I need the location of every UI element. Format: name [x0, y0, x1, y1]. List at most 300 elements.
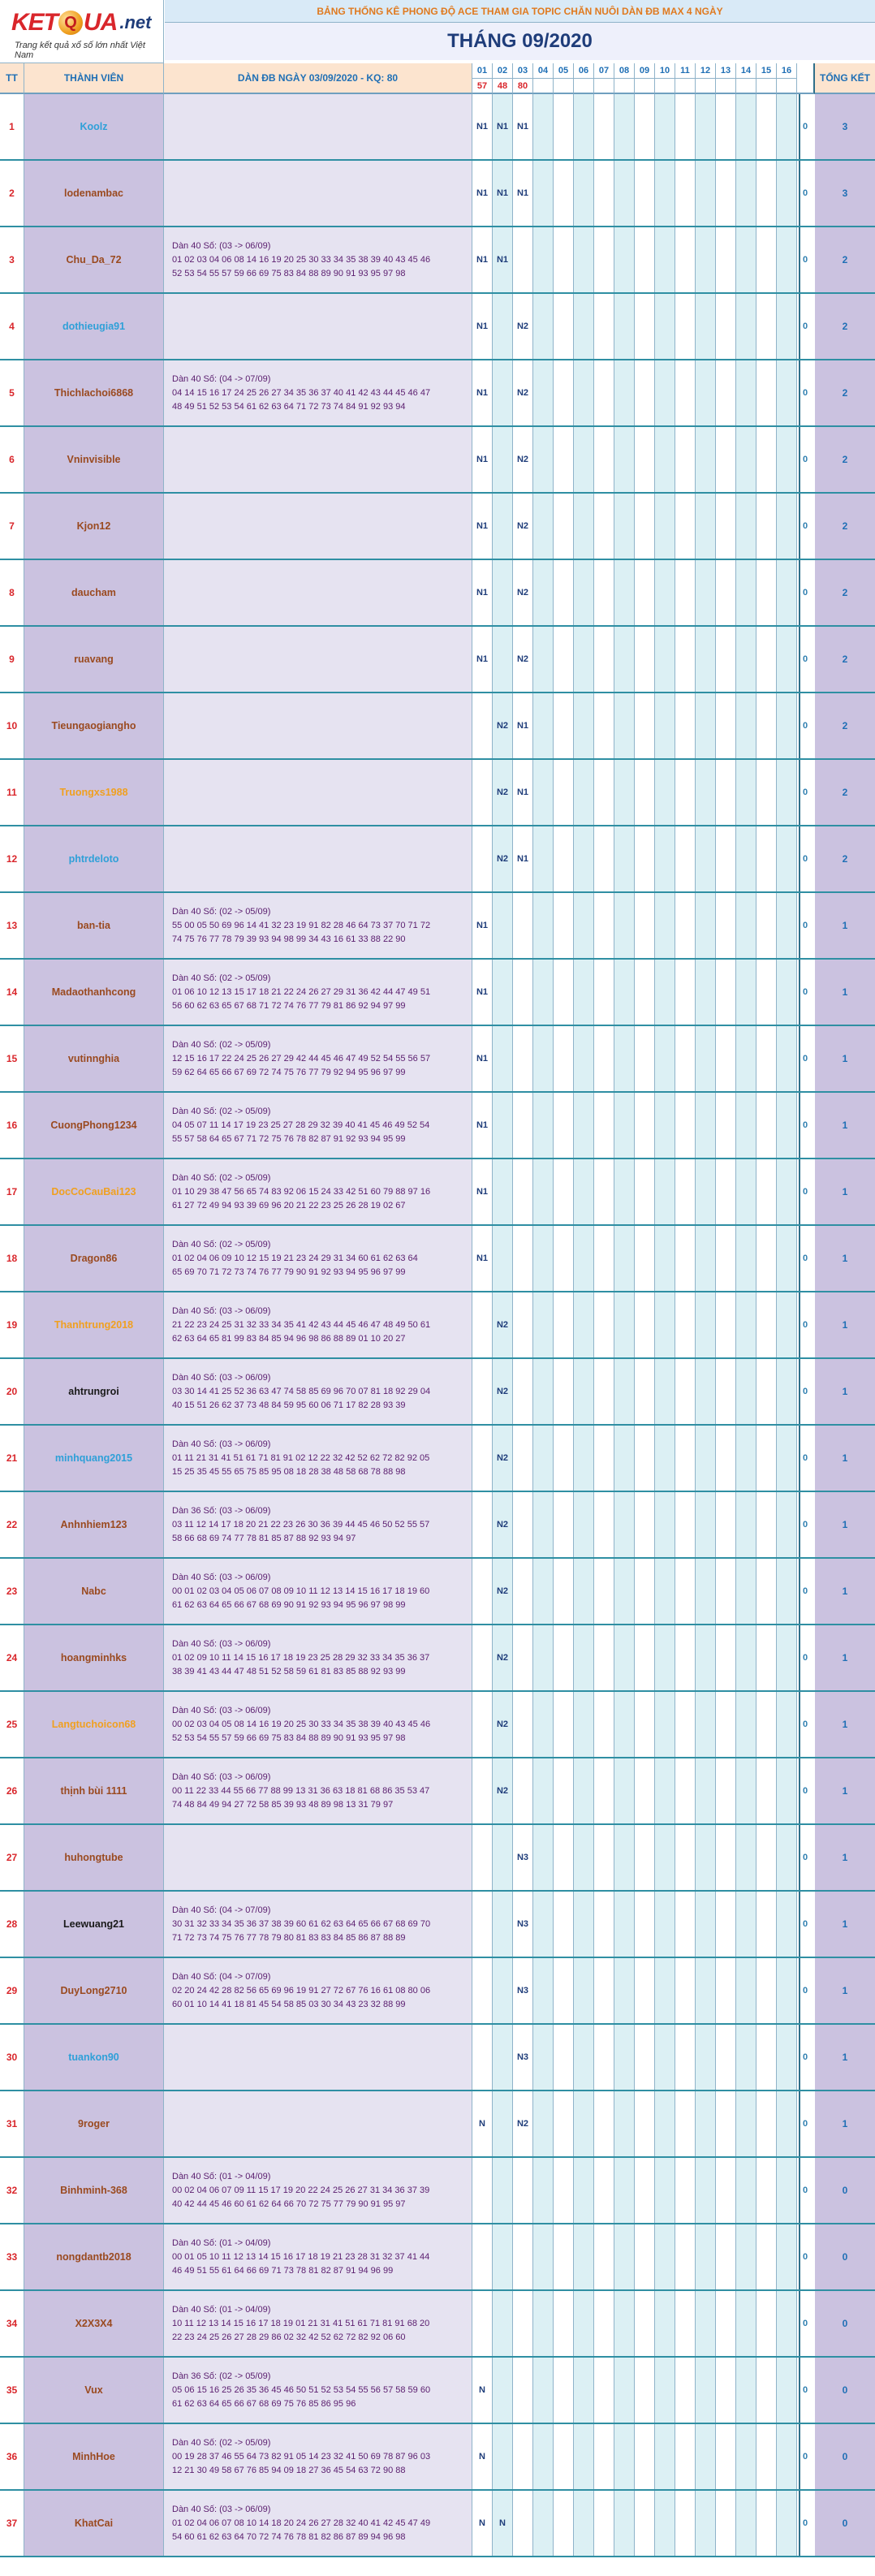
day-mark-04 [533, 1226, 554, 1291]
day-mark-16 [777, 693, 797, 758]
day-mark-01 [472, 2291, 493, 2356]
day-mark-12 [696, 760, 716, 825]
day-mark-12 [696, 2424, 716, 2489]
total-score: 2 [815, 427, 875, 492]
table-row [0, 693, 875, 760]
day-mark-08 [614, 760, 635, 825]
day-mark-16 [777, 1159, 797, 1224]
member-name[interactable]: dothieugia91 [24, 294, 164, 359]
day-mark-15 [756, 2224, 777, 2289]
day-mark-16 [777, 2224, 797, 2289]
member-name[interactable]: CuongPhong1234 [24, 1093, 164, 1158]
day-mark-07 [594, 294, 614, 359]
day-mark-04 [533, 2491, 554, 2556]
day-mark-01 [472, 1825, 493, 1890]
day-mark-13 [716, 627, 736, 692]
day-mark-04 [533, 1758, 554, 1823]
member-name[interactable]: thịnh bùi 1111 [24, 1758, 164, 1823]
day-mark-03: N1 [513, 693, 533, 758]
day-mark-04 [533, 560, 554, 625]
day-mark-11 [675, 960, 696, 1025]
member-name[interactable]: Truongxs1988 [24, 760, 164, 825]
day-mark-08 [614, 2358, 635, 2423]
member-name[interactable]: Nabc [24, 1559, 164, 1624]
logo-wordmark: KET Q UA .net [11, 9, 152, 36]
day-mark-03: N3 [513, 1892, 533, 1957]
day-mark-07 [594, 1026, 614, 1091]
miss-count: 0 [800, 2224, 810, 2289]
day-mark-01 [472, 1958, 493, 2023]
day-mark-07 [594, 494, 614, 559]
day-mark-07 [594, 760, 614, 825]
day-mark-12 [696, 2291, 716, 2356]
day-mark-05 [554, 2291, 574, 2356]
day-result-07 [594, 79, 614, 94]
member-name[interactable]: nongdantb2018 [24, 2224, 164, 2289]
dan-numbers [164, 1026, 472, 1091]
day-mark-13 [716, 1492, 736, 1557]
day-mark-11 [675, 1093, 696, 1158]
day-mark-13 [716, 1559, 736, 1624]
day-mark-15 [756, 94, 777, 159]
day-mark-07 [594, 1159, 614, 1224]
row-number: 33 [0, 2224, 24, 2289]
miss-count: 0 [800, 1426, 810, 1491]
day-mark-03 [513, 227, 533, 292]
row-number: 11 [0, 760, 24, 825]
day-mark-04 [533, 1958, 554, 2023]
member-name[interactable]: vutinnghia [24, 1026, 164, 1091]
day-mark-02: N2 [493, 826, 513, 891]
day-mark-08 [614, 893, 635, 958]
day-mark-02 [493, 2091, 513, 2156]
day-mark-01: N1 [472, 1026, 493, 1091]
member-name[interactable]: huhongtube [24, 1825, 164, 1890]
member-name[interactable]: X2X3X4 [24, 2291, 164, 2356]
day-mark-01: N [472, 2091, 493, 2156]
member-name[interactable]: Leewuang21 [24, 1892, 164, 1957]
dan-numbers [164, 1159, 472, 1224]
total-score: 1 [815, 893, 875, 958]
day-mark-14 [736, 2224, 756, 2289]
day-mark-10 [655, 161, 675, 226]
day-mark-05 [554, 360, 574, 425]
day-mark-09 [635, 1892, 655, 1957]
dan-line: Dàn 36 Số: (03 -> 06/09) [172, 1505, 271, 1516]
day-mark-07 [594, 1226, 614, 1291]
day-mark-07 [594, 1492, 614, 1557]
day-mark-09 [635, 360, 655, 425]
day-mark-05 [554, 1492, 574, 1557]
day-mark-07 [594, 1825, 614, 1890]
day-mark-15 [756, 2358, 777, 2423]
member-name[interactable]: Thanhtrung2018 [24, 1292, 164, 1357]
day-mark-14 [736, 1292, 756, 1357]
dan-numbers [164, 1093, 472, 1158]
day-mark-12 [696, 1292, 716, 1357]
member-name[interactable]: Vux [24, 2358, 164, 2423]
member-name[interactable]: Koolz [24, 94, 164, 159]
row-number: 34 [0, 2291, 24, 2356]
day-mark-06 [574, 893, 594, 958]
miss-count: 0 [800, 2291, 810, 2356]
day-mark-03 [513, 2158, 533, 2223]
table-row [0, 294, 875, 360]
day-mark-15 [756, 1359, 777, 1424]
member-name[interactable]: Binhminh-368 [24, 2158, 164, 2223]
row-number: 15 [0, 1026, 24, 1091]
day-header-12: 12 [696, 63, 716, 79]
day-mark-02: N2 [493, 1559, 513, 1624]
day-mark-04 [533, 693, 554, 758]
day-mark-12 [696, 2158, 716, 2223]
member-name[interactable]: DocCoCauBai123 [24, 1159, 164, 1224]
dan-line: Dàn 40 Số: (03 -> 06/09) [172, 2504, 271, 2514]
day-mark-02 [493, 2358, 513, 2423]
day-mark-11 [675, 1692, 696, 1757]
member-name[interactable]: Tieungaogiangho [24, 693, 164, 758]
dan-line: Dàn 40 Số: (02 -> 05/09) [172, 906, 271, 917]
table-row [0, 1026, 875, 1093]
dan-line: 52 53 54 55 57 59 66 69 75 83 84 88 89 90 91 93 95 97 98 [172, 1732, 406, 1743]
day-mark-15 [756, 2424, 777, 2489]
day-mark-03 [513, 1559, 533, 1624]
day-mark-06 [574, 2358, 594, 2423]
day-mark-04 [533, 2424, 554, 2489]
day-mark-04 [533, 1093, 554, 1158]
total-score: 1 [815, 1825, 875, 1890]
day-mark-12 [696, 2091, 716, 2156]
day-mark-13 [716, 2025, 736, 2090]
day-mark-12 [696, 693, 716, 758]
day-mark-16 [777, 1292, 797, 1357]
day-mark-03 [513, 1625, 533, 1690]
member-name[interactable]: Madaothanhcong [24, 960, 164, 1025]
member-name[interactable]: lodenambac [24, 161, 164, 226]
day-mark-08 [614, 627, 635, 692]
table-row [0, 1292, 875, 1359]
row-number: 2 [0, 161, 24, 226]
dan-numbers [164, 1625, 472, 1690]
day-mark-08 [614, 360, 635, 425]
dan-line: 55 57 58 64 65 67 71 72 75 76 78 82 87 91 92 93 94 95 99 [172, 1133, 406, 1144]
day-mark-07 [594, 1892, 614, 1957]
day-mark-06 [574, 294, 594, 359]
day-mark-11 [675, 1492, 696, 1557]
day-mark-01 [472, 693, 493, 758]
day-mark-12 [696, 1892, 716, 1957]
day-mark-09 [635, 560, 655, 625]
day-mark-08 [614, 494, 635, 559]
day-result-06 [574, 79, 594, 94]
day-mark-15 [756, 893, 777, 958]
day-mark-08 [614, 2091, 635, 2156]
logo[interactable] [0, 0, 164, 63]
day-mark-05 [554, 1426, 574, 1491]
miss-count: 0 [800, 227, 810, 292]
day-mark-11 [675, 1359, 696, 1424]
day-mark-01 [472, 1559, 493, 1624]
member-name[interactable]: phtrdeloto [24, 826, 164, 891]
day-mark-09 [635, 1359, 655, 1424]
day-mark-02 [493, 1159, 513, 1224]
day-mark-08 [614, 1159, 635, 1224]
day-mark-01 [472, 1492, 493, 1557]
day-mark-01: N1 [472, 1159, 493, 1224]
table-row [0, 94, 875, 161]
day-result-12 [696, 79, 716, 94]
day-mark-08 [614, 1426, 635, 1491]
day-mark-06 [574, 227, 594, 292]
day-mark-07 [594, 1692, 614, 1757]
day-mark-07 [594, 2358, 614, 2423]
dan-line: Dàn 36 Số: (02 -> 05/09) [172, 2371, 271, 2381]
dan-line: Dàn 40 Số: (02 -> 05/09) [172, 1039, 271, 1050]
day-mark-11 [675, 427, 696, 492]
total-score: 1 [815, 1625, 875, 1690]
day-mark-10 [655, 2025, 675, 2090]
day-mark-12 [696, 294, 716, 359]
day-mark-01: N1 [472, 494, 493, 559]
day-mark-07 [594, 693, 614, 758]
day-mark-11 [675, 294, 696, 359]
day-mark-15 [756, 560, 777, 625]
day-mark-05 [554, 1625, 574, 1690]
dan-line: 61 62 63 64 65 66 67 68 69 75 76 85 86 95 96 [172, 2398, 356, 2409]
day-mark-07 [594, 427, 614, 492]
day-mark-07 [594, 627, 614, 692]
day-result-13 [716, 79, 736, 94]
day-mark-13 [716, 893, 736, 958]
day-mark-14 [736, 826, 756, 891]
day-mark-13 [716, 826, 736, 891]
day-mark-10 [655, 94, 675, 159]
day-mark-03 [513, 1692, 533, 1757]
miss-count: 0 [800, 893, 810, 958]
member-name[interactable]: KhatCai [24, 2491, 164, 2556]
miss-count: 0 [800, 1825, 810, 1890]
table-row [0, 893, 875, 960]
day-mark-07 [594, 2291, 614, 2356]
day-mark-01 [472, 2224, 493, 2289]
day-mark-03 [513, 1026, 533, 1091]
dan-numbers [164, 2224, 472, 2289]
day-result-15 [756, 79, 777, 94]
day-mark-11 [675, 693, 696, 758]
member-name[interactable]: daucham [24, 560, 164, 625]
day-mark-05 [554, 560, 574, 625]
day-mark-02 [493, 360, 513, 425]
row-number: 24 [0, 1625, 24, 1690]
member-name[interactable]: minhquang2015 [24, 1426, 164, 1491]
day-mark-02 [493, 1026, 513, 1091]
member-name[interactable]: Dragon86 [24, 1226, 164, 1291]
member-name[interactable]: Langtuchoicon68 [24, 1692, 164, 1757]
dan-numbers [164, 1958, 472, 2023]
member-name[interactable]: ban-tia [24, 893, 164, 958]
day-mark-16 [777, 1825, 797, 1890]
day-mark-15 [756, 760, 777, 825]
member-name[interactable]: hoangminhks [24, 1625, 164, 1690]
member-name[interactable]: ahtrungroi [24, 1359, 164, 1424]
day-mark-12 [696, 1825, 716, 1890]
day-mark-14 [736, 1892, 756, 1957]
day-mark-10 [655, 360, 675, 425]
day-mark-07 [594, 360, 614, 425]
day-mark-10 [655, 960, 675, 1025]
day-mark-02: N2 [493, 1758, 513, 1823]
day-header-02: 02 [493, 63, 513, 79]
day-header-15: 15 [756, 63, 777, 79]
day-mark-01 [472, 826, 493, 891]
total-score: 1 [815, 1492, 875, 1557]
day-mark-15 [756, 360, 777, 425]
day-mark-06 [574, 2025, 594, 2090]
row-number: 5 [0, 360, 24, 425]
member-name[interactable]: Vninvisible [24, 427, 164, 492]
table-row [0, 161, 875, 227]
day-mark-11 [675, 826, 696, 891]
day-mark-16 [777, 1359, 797, 1424]
day-mark-11 [675, 1625, 696, 1690]
day-mark-03: N1 [513, 94, 533, 159]
day-mark-03: N1 [513, 826, 533, 891]
day-header-04: 04 [533, 63, 554, 79]
total-score: 1 [815, 1159, 875, 1224]
member-name[interactable]: Chu_Da_72 [24, 227, 164, 292]
day-mark-03 [513, 893, 533, 958]
day-mark-12 [696, 560, 716, 625]
day-mark-11 [675, 2491, 696, 2556]
dan-line: 46 49 51 55 61 64 66 69 71 73 78 81 82 87 91 94 96 99 [172, 2265, 394, 2276]
miss-count: 0 [800, 560, 810, 625]
day-mark-10 [655, 1892, 675, 1957]
row-number: 35 [0, 2358, 24, 2423]
member-name[interactable]: 9roger [24, 2091, 164, 2156]
day-mark-09 [635, 960, 655, 1025]
member-name[interactable]: Kjon12 [24, 494, 164, 559]
dan-numbers [164, 1692, 472, 1757]
dan-numbers [164, 2291, 472, 2356]
day-mark-08 [614, 1093, 635, 1158]
member-name[interactable]: Thichlachoi6868 [24, 360, 164, 425]
row-number: 14 [0, 960, 24, 1025]
row-number: 29 [0, 1958, 24, 2023]
day-mark-09 [635, 1825, 655, 1890]
day-mark-15 [756, 1492, 777, 1557]
day-mark-11 [675, 760, 696, 825]
day-mark-16 [777, 2025, 797, 2090]
member-name[interactable]: MinhHoe [24, 2424, 164, 2489]
day-mark-14 [736, 1958, 756, 2023]
miss-count: 0 [800, 1159, 810, 1224]
table-row [0, 2358, 875, 2424]
day-mark-12 [696, 2358, 716, 2423]
day-mark-12 [696, 960, 716, 1025]
total-score: 2 [815, 826, 875, 891]
day-mark-06 [574, 760, 594, 825]
day-mark-07 [594, 1359, 614, 1424]
dan-line: 00 19 28 37 46 55 64 73 82 91 05 14 23 32 41 50 69 78 87 96 03 [172, 2451, 431, 2462]
dan-line: Dàn 40 Số: (03 -> 06/09) [172, 1771, 271, 1782]
dan-line: Dàn 40 Số: (03 -> 06/09) [172, 1705, 271, 1715]
day-mark-13 [716, 494, 736, 559]
day-mark-02: N2 [493, 1359, 513, 1424]
day-mark-12 [696, 227, 716, 292]
day-mark-14 [736, 1026, 756, 1091]
day-mark-15 [756, 1692, 777, 1757]
day-mark-11 [675, 2291, 696, 2356]
table-row [0, 1892, 875, 1958]
day-mark-10 [655, 693, 675, 758]
miss-count: 0 [800, 294, 810, 359]
day-mark-11 [675, 360, 696, 425]
day-mark-08 [614, 2224, 635, 2289]
table-row [0, 227, 875, 294]
day-mark-05 [554, 94, 574, 159]
row-number: 28 [0, 1892, 24, 1957]
day-mark-02 [493, 560, 513, 625]
day-mark-08 [614, 1492, 635, 1557]
day-mark-06 [574, 2224, 594, 2289]
day-mark-13 [716, 2224, 736, 2289]
day-mark-13 [716, 960, 736, 1025]
dan-line: 04 05 07 11 14 17 19 23 25 27 28 29 32 39 40 41 45 46 49 52 54 [172, 1120, 430, 1130]
day-mark-01: N [472, 2491, 493, 2556]
day-mark-05 [554, 1692, 574, 1757]
dan-line: 00 01 05 10 11 12 13 14 15 16 17 18 19 21 23 28 31 32 37 41 44 [172, 2251, 430, 2262]
dan-line: Dàn 40 Số: (03 -> 06/09) [172, 1572, 271, 1582]
day-mark-11 [675, 2158, 696, 2223]
day-mark-05 [554, 2358, 574, 2423]
dan-numbers [164, 2358, 472, 2423]
logo-tld: .net [119, 12, 152, 32]
day-mark-14 [736, 2158, 756, 2223]
table-row [0, 2158, 875, 2224]
day-mark-08 [614, 1892, 635, 1957]
member-name[interactable]: DuyLong2710 [24, 1958, 164, 2023]
member-name[interactable]: ruavang [24, 627, 164, 692]
dan-line: Dàn 40 Số: (02 -> 05/09) [172, 973, 271, 983]
total-score: 3 [815, 161, 875, 226]
day-mark-09 [635, 1292, 655, 1357]
row-number: 6 [0, 427, 24, 492]
day-mark-04 [533, 1625, 554, 1690]
dan-line: 59 62 64 65 66 67 69 72 74 75 76 77 79 92 94 95 96 97 99 [172, 1067, 406, 1077]
day-mark-08 [614, 161, 635, 226]
day-mark-15 [756, 1426, 777, 1491]
day-mark-14 [736, 893, 756, 958]
day-mark-15 [756, 1226, 777, 1291]
member-name[interactable]: tuankon90 [24, 2025, 164, 2090]
day-mark-09 [635, 1093, 655, 1158]
day-mark-08 [614, 1692, 635, 1757]
miss-count: 0 [800, 1692, 810, 1757]
day-mark-09 [635, 627, 655, 692]
day-mark-14 [736, 1758, 756, 1823]
day-mark-14 [736, 360, 756, 425]
day-mark-16 [777, 360, 797, 425]
day-result-10 [655, 79, 675, 94]
day-header-10: 10 [655, 63, 675, 79]
member-name[interactable]: Anhnhiem123 [24, 1492, 164, 1557]
day-mark-06 [574, 1226, 594, 1291]
day-mark-16 [777, 2091, 797, 2156]
dan-line: 01 10 29 38 47 56 65 74 83 92 06 15 24 33 42 51 60 79 88 97 16 [172, 1186, 431, 1197]
day-mark-05 [554, 1159, 574, 1224]
table-row [0, 1692, 875, 1758]
day-mark-12 [696, 1359, 716, 1424]
